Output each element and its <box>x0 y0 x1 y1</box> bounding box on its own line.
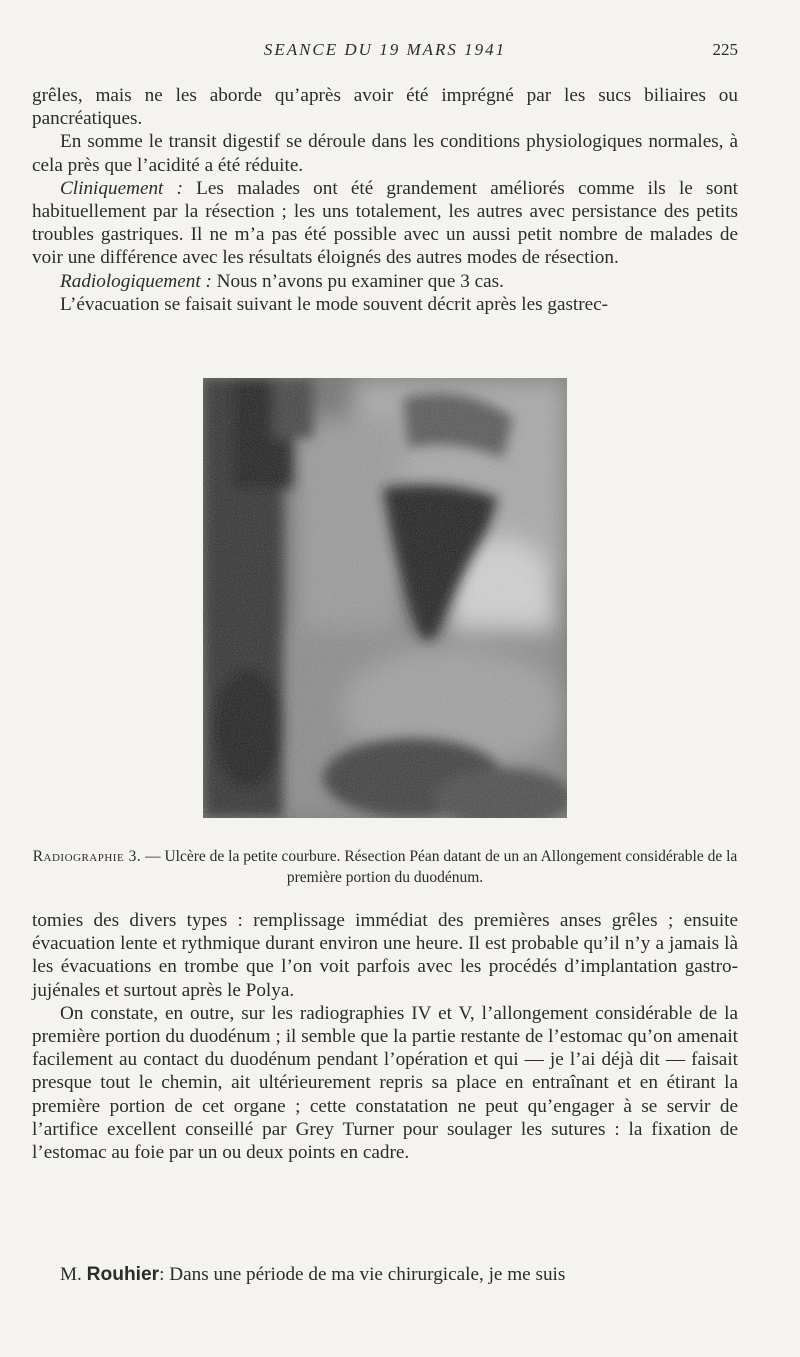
paragraph-text: grêles, mais ne les aborde qu’après avoir été imprégné par les sucs biliaires ou pancréatiques. <box>32 85 738 130</box>
paragraph-evacuation <box>32 293 738 316</box>
speaker-text: : Dans une période de ma vie chirurgicale, je me suis <box>159 1264 566 1285</box>
radiograph-figure <box>203 378 567 818</box>
paragraph-text: On constate, en outre, sur les radiographies IV et V, l’allongement considérable de la première portion du duodénum ; il semble que la partie restante de l’estomac qu’on amenait facilement au contact du duodénum pendant l’opération et qui — je l’ai déjà dit — faisait presque tout le chemin, ait ultérieurement repris sa place en entraînant et en étirant la première portion de cet organe ; cette constatation ne peut qu’engager à se servir de l’artifice excellent conseillé par Grey Turner pour soulager les sutures : la fixation de l’estomac au foie par un ou deux points en cadre. <box>32 1002 738 1164</box>
paragraph-continuation <box>32 84 738 130</box>
paragraph-lead: Radiologiquement : <box>60 270 212 292</box>
paragraph-duodenum <box>32 1002 738 1164</box>
top-text-block <box>32 84 738 316</box>
paragraph-radiological <box>32 270 738 293</box>
caption-label: Radiographie 3. <box>32 848 142 865</box>
speaker-paragraph <box>32 1263 738 1286</box>
running-title: SEANCE DU 19 MARS 1941 <box>263 40 507 59</box>
paragraph-lead: Cliniquement : <box>60 177 183 199</box>
speaker-block <box>32 1263 738 1286</box>
paragraph-text: tomies des divers types : remplissage immédiat des premières anses grêles ; ensuite évacuation lente et rythmique durant environ une heure. Il est probable qu’il n’y a jamais là les évacuations en trombe que l’on voit parfois avec les procédés d’implantation gastro-jujénales et surtout après le Polya. <box>32 910 738 1001</box>
caption-text: — Ulcère de la petite courbure. Résection Péan datant de un an Allongement considérable de la première portion du duodénum. <box>141 848 738 886</box>
paragraph-text: En somme le transit digestif se déroule dans les conditions physiologiques normales, à cela près que l’acidité a été réduite. <box>32 131 738 176</box>
paragraph-clinical <box>32 177 738 270</box>
radiograph-image <box>203 378 567 818</box>
paragraph-text: Les malades ont été grandement améliorés comme ils le sont habituellement par la résection ; les uns totalement, les autres avec persistance des petits troubles gastriques. Il ne m’a pas été possible avec un aussi petit nombre de malades de voir une différence avec les résultats éloignés des autres modes de résection. <box>32 177 739 269</box>
paragraph-transit <box>32 130 738 176</box>
page-number: 225 <box>712 40 738 59</box>
speaker-name: Rouhier <box>86 1264 160 1285</box>
paragraph-text: Nous n’avons pu examiner que 3 cas. <box>211 270 504 292</box>
page-header <box>32 40 738 64</box>
bottom-text-block <box>32 909 738 1164</box>
figure-caption <box>32 846 738 888</box>
paragraph-types <box>32 909 738 1002</box>
speaker-title: M. <box>60 1264 82 1285</box>
paragraph-text: L’évacuation se faisait suivant le mode souvent décrit après les gastrec- <box>60 293 609 315</box>
